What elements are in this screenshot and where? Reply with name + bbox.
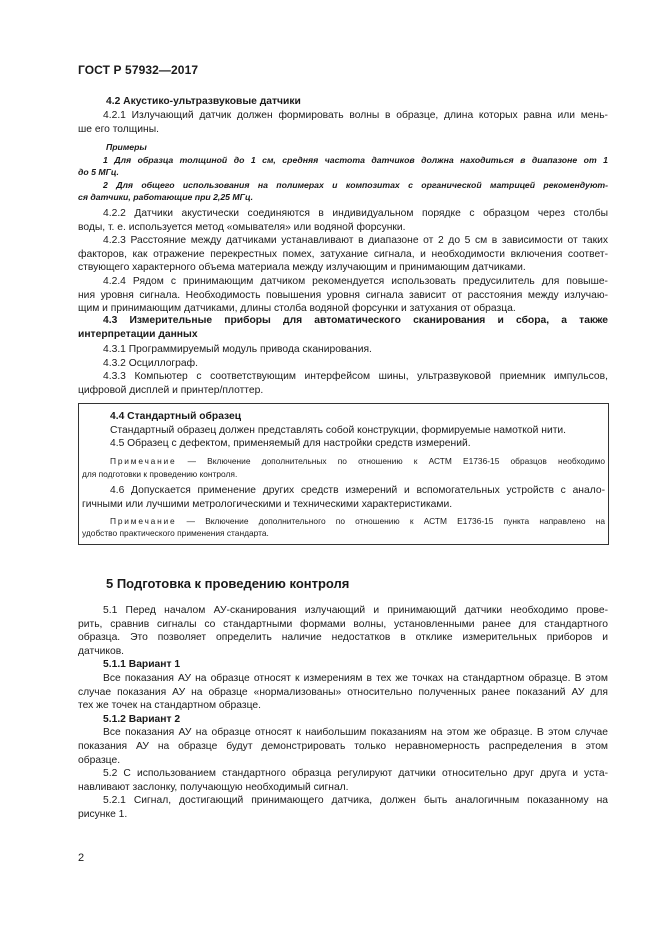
paragraph-line: навливают заслонку, получающую необходимый сигнал.	[78, 781, 349, 793]
paragraph-line: показания АУ на образце будут демонстрировать только неравномерность распределения в этом	[78, 740, 608, 752]
section-4-2-heading: 4.2 Акустико-ультразвуковые датчики	[106, 96, 301, 107]
section-4-3-heading: интерпретации данных	[78, 328, 198, 340]
list-item: 4.3.1 Программируемый модуль привода сканирования.	[103, 344, 372, 356]
list-item: цифровой дисплей и принтер/плоттер.	[78, 384, 264, 396]
paragraph-line: случае показания АУ на образце «нормализованы» относительно полученных ранее показаний АУ для	[78, 686, 608, 698]
paragraph-line: Все показания АУ на образце относят к измерениям в тех же точках на стандартном образце. В этом	[103, 672, 608, 684]
examples-block	[78, 141, 608, 204]
paragraph-line: ния уровня сигнала. Необходимость повышения уровня сигнала зависит от расстояния между излучаю-	[78, 289, 608, 301]
example-line: 2 Для общего использования на полимерах и композитах с органической матрицей рекомендуют-	[103, 179, 608, 190]
note-line: удобство практического применения стандарта.	[82, 528, 269, 539]
list-item: 4.3.2 Осциллограф.	[103, 357, 198, 369]
paragraph-line: тех же точек на стандартном образце.	[78, 700, 261, 712]
note-line: для подготовки к проведению контроля.	[82, 468, 238, 479]
variant-2-heading: 5.1.2 Вариант 2	[103, 713, 181, 725]
paragraph-line: ствующего характерного объема материала между излучающим и принимающим датчиками.	[78, 262, 526, 274]
paragraph-line: ше его толщины.	[78, 123, 159, 135]
note-text: — Включение дополнительных по отношению к АСТМ Е1736-15 образцов необходимо	[176, 455, 605, 466]
paragraph-line: рисунке 1.	[78, 808, 128, 820]
page-number: 2	[78, 852, 85, 864]
paragraph-line: Стандартный образец должен представлять собой конструкции, формируемые намоткой нити.	[110, 424, 567, 436]
amendment-content	[82, 410, 605, 540]
section-5-heading: 5 Подготовка к проведению контроля	[106, 576, 350, 591]
paragraph-line: 5.2 С использованием стандартного образца регулируют датчики относительно друг друга и уста-	[103, 768, 608, 780]
note-line	[82, 515, 605, 528]
variant-1-heading: 5.1.1 Вариант 1	[103, 659, 181, 671]
paragraph-line: 4.2.2 Датчики акустически соединяются в индивидуальном порядке с образцом через столбы	[103, 208, 608, 219]
paragraph-line: 4.2.4 Рядом с принимающим датчиком рекомендуется использовать предусилитель для повыше-	[103, 275, 608, 287]
paragraph-line: Все показания АУ на образце относят к наибольшим показаниям на этом же образце. В этом случае	[103, 727, 608, 739]
section-4-3-heading: 4.3 Измерительные приборы для автоматического сканирования и сбора, а также	[103, 315, 608, 326]
paragraph-line: рить, сравнив сигналы со стандартными формами волны, установленными ранее для стандартного	[78, 618, 608, 630]
note-label: Примечание	[110, 455, 177, 466]
paragraph-line: образце.	[78, 754, 121, 766]
section-5-body	[78, 604, 608, 822]
example-line: 1 Для образца толщиной до 1 см, средняя частота датчиков должна находиться в диапазоне от 1	[103, 154, 608, 165]
paragraphs-4-2-2-to-4	[78, 207, 608, 316]
section-4-4-heading: 4.4 Стандартный образец	[110, 411, 242, 422]
paragraph-line: щим и принимающим датчиками, длины столба водяной форсунки и затухания от образца.	[78, 303, 516, 315]
paragraph-line: 4.2.3 Расстояние между датчиками устанавливают в диапазоне от 2 до 5 см в зависимости от таких	[103, 235, 608, 247]
paragraph-line: 5.1 Перед началом АУ-сканирования излучающий и принимающий датчики необходимо прове-	[103, 605, 608, 616]
paragraph-line: факторов, как отражение перекрестных помех, затухание сигнала, и необходимости включения соответ-	[78, 248, 608, 260]
paragraph-line: воды, т. е. используется метод «омывателя» или водяной форсунки.	[78, 221, 406, 233]
example-line: до 5 МГц.	[78, 167, 119, 178]
examples-title: Примеры	[106, 142, 147, 152]
paragraph-line: датчиков.	[78, 645, 125, 657]
paragraph-line: гичными или лучшими метрологическими и техническими характеристиками.	[82, 498, 453, 510]
paragraph-4-2-1	[78, 109, 608, 136]
section-4-3	[78, 314, 608, 398]
paragraph-line: 4.2.1 Излучающий датчик должен формировать волны в образце, длина которых равна или мень-	[103, 110, 608, 121]
example-line: ся датчики, работающие при 2,25 МГц.	[78, 192, 254, 203]
paragraph-line: 5.2.1 Сигнал, достигающий принимающего датчика, должен быть аналогичным показанному на	[103, 795, 608, 807]
paragraph-line: 4.6 Допускается применение других средств измерений и вспомогательных устройств с анало-	[110, 485, 605, 497]
note-text: — Включение дополнительного по отношению к АСТМ Е1736-15 пункта направлено на	[176, 515, 605, 526]
paragraph-line: 4.5 Образец с дефектом, применяемый для настройки средств измерений.	[110, 438, 471, 450]
list-item: 4.3.3 Компьютер с соответствующим интерфейсом шины, ультразвуковой приемник импульсов,	[103, 371, 608, 383]
document-code: ГОСТ Р 57932—2017	[78, 63, 199, 77]
note-label: Примечание	[110, 515, 177, 526]
note-line	[82, 455, 605, 468]
paragraph-line: образца. Это позволяет определить наличие недостатков в отклике измерительных приборов и	[78, 632, 608, 644]
